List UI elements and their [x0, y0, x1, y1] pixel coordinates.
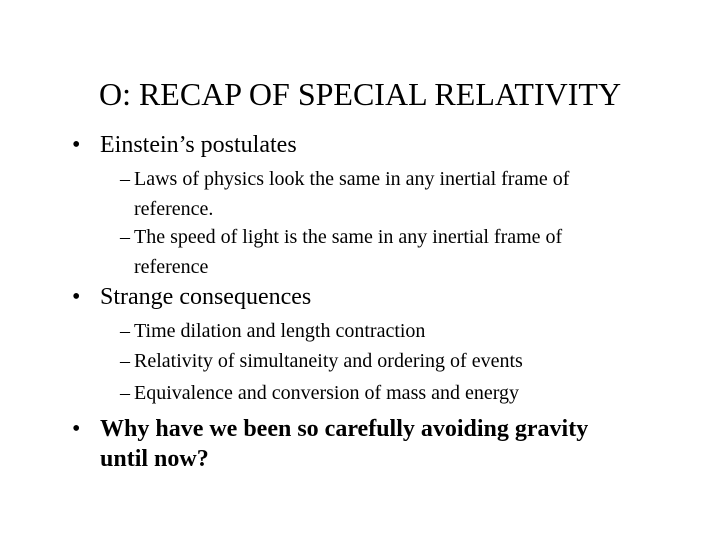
sub-bullet-text: Equivalence and conversion of mass and energy	[134, 382, 520, 404]
sub-bullet-text: Time dilation and length contraction	[134, 320, 426, 342]
sub-bullet-line: reference.	[134, 198, 214, 220]
dash-icon: –	[120, 382, 130, 404]
bullet-dot-icon: •	[72, 132, 81, 158]
sub-bullet-line: The speed of light is the same in any inertial frame of	[134, 226, 563, 248]
sub-bullet-text: Relativity of simultaneity and ordering of events	[134, 350, 523, 372]
bullet-dot-icon: •	[72, 416, 81, 442]
sub-bullet-line: reference	[134, 256, 209, 278]
sub-bullet-text	[134, 164, 654, 224]
bullet-line: until now?	[100, 446, 209, 472]
slide-title: O: RECAP OF SPECIAL RELATIVITY	[98, 76, 622, 112]
bullet-text: Strange consequences	[100, 284, 312, 310]
bullet-text: Einstein’s postulates	[100, 132, 297, 158]
bullet-dot-icon: •	[72, 284, 81, 310]
bullet-line: Why have we been so carefully avoiding gravity	[100, 416, 589, 442]
bullet-text	[100, 414, 690, 474]
dash-icon: –	[120, 350, 130, 372]
dash-icon: –	[120, 168, 130, 190]
sub-bullet-line: Laws of physics look the same in any inertial frame of	[134, 168, 570, 190]
sub-bullet-text	[134, 222, 654, 282]
dash-icon: –	[120, 320, 130, 342]
dash-icon: –	[120, 226, 130, 248]
